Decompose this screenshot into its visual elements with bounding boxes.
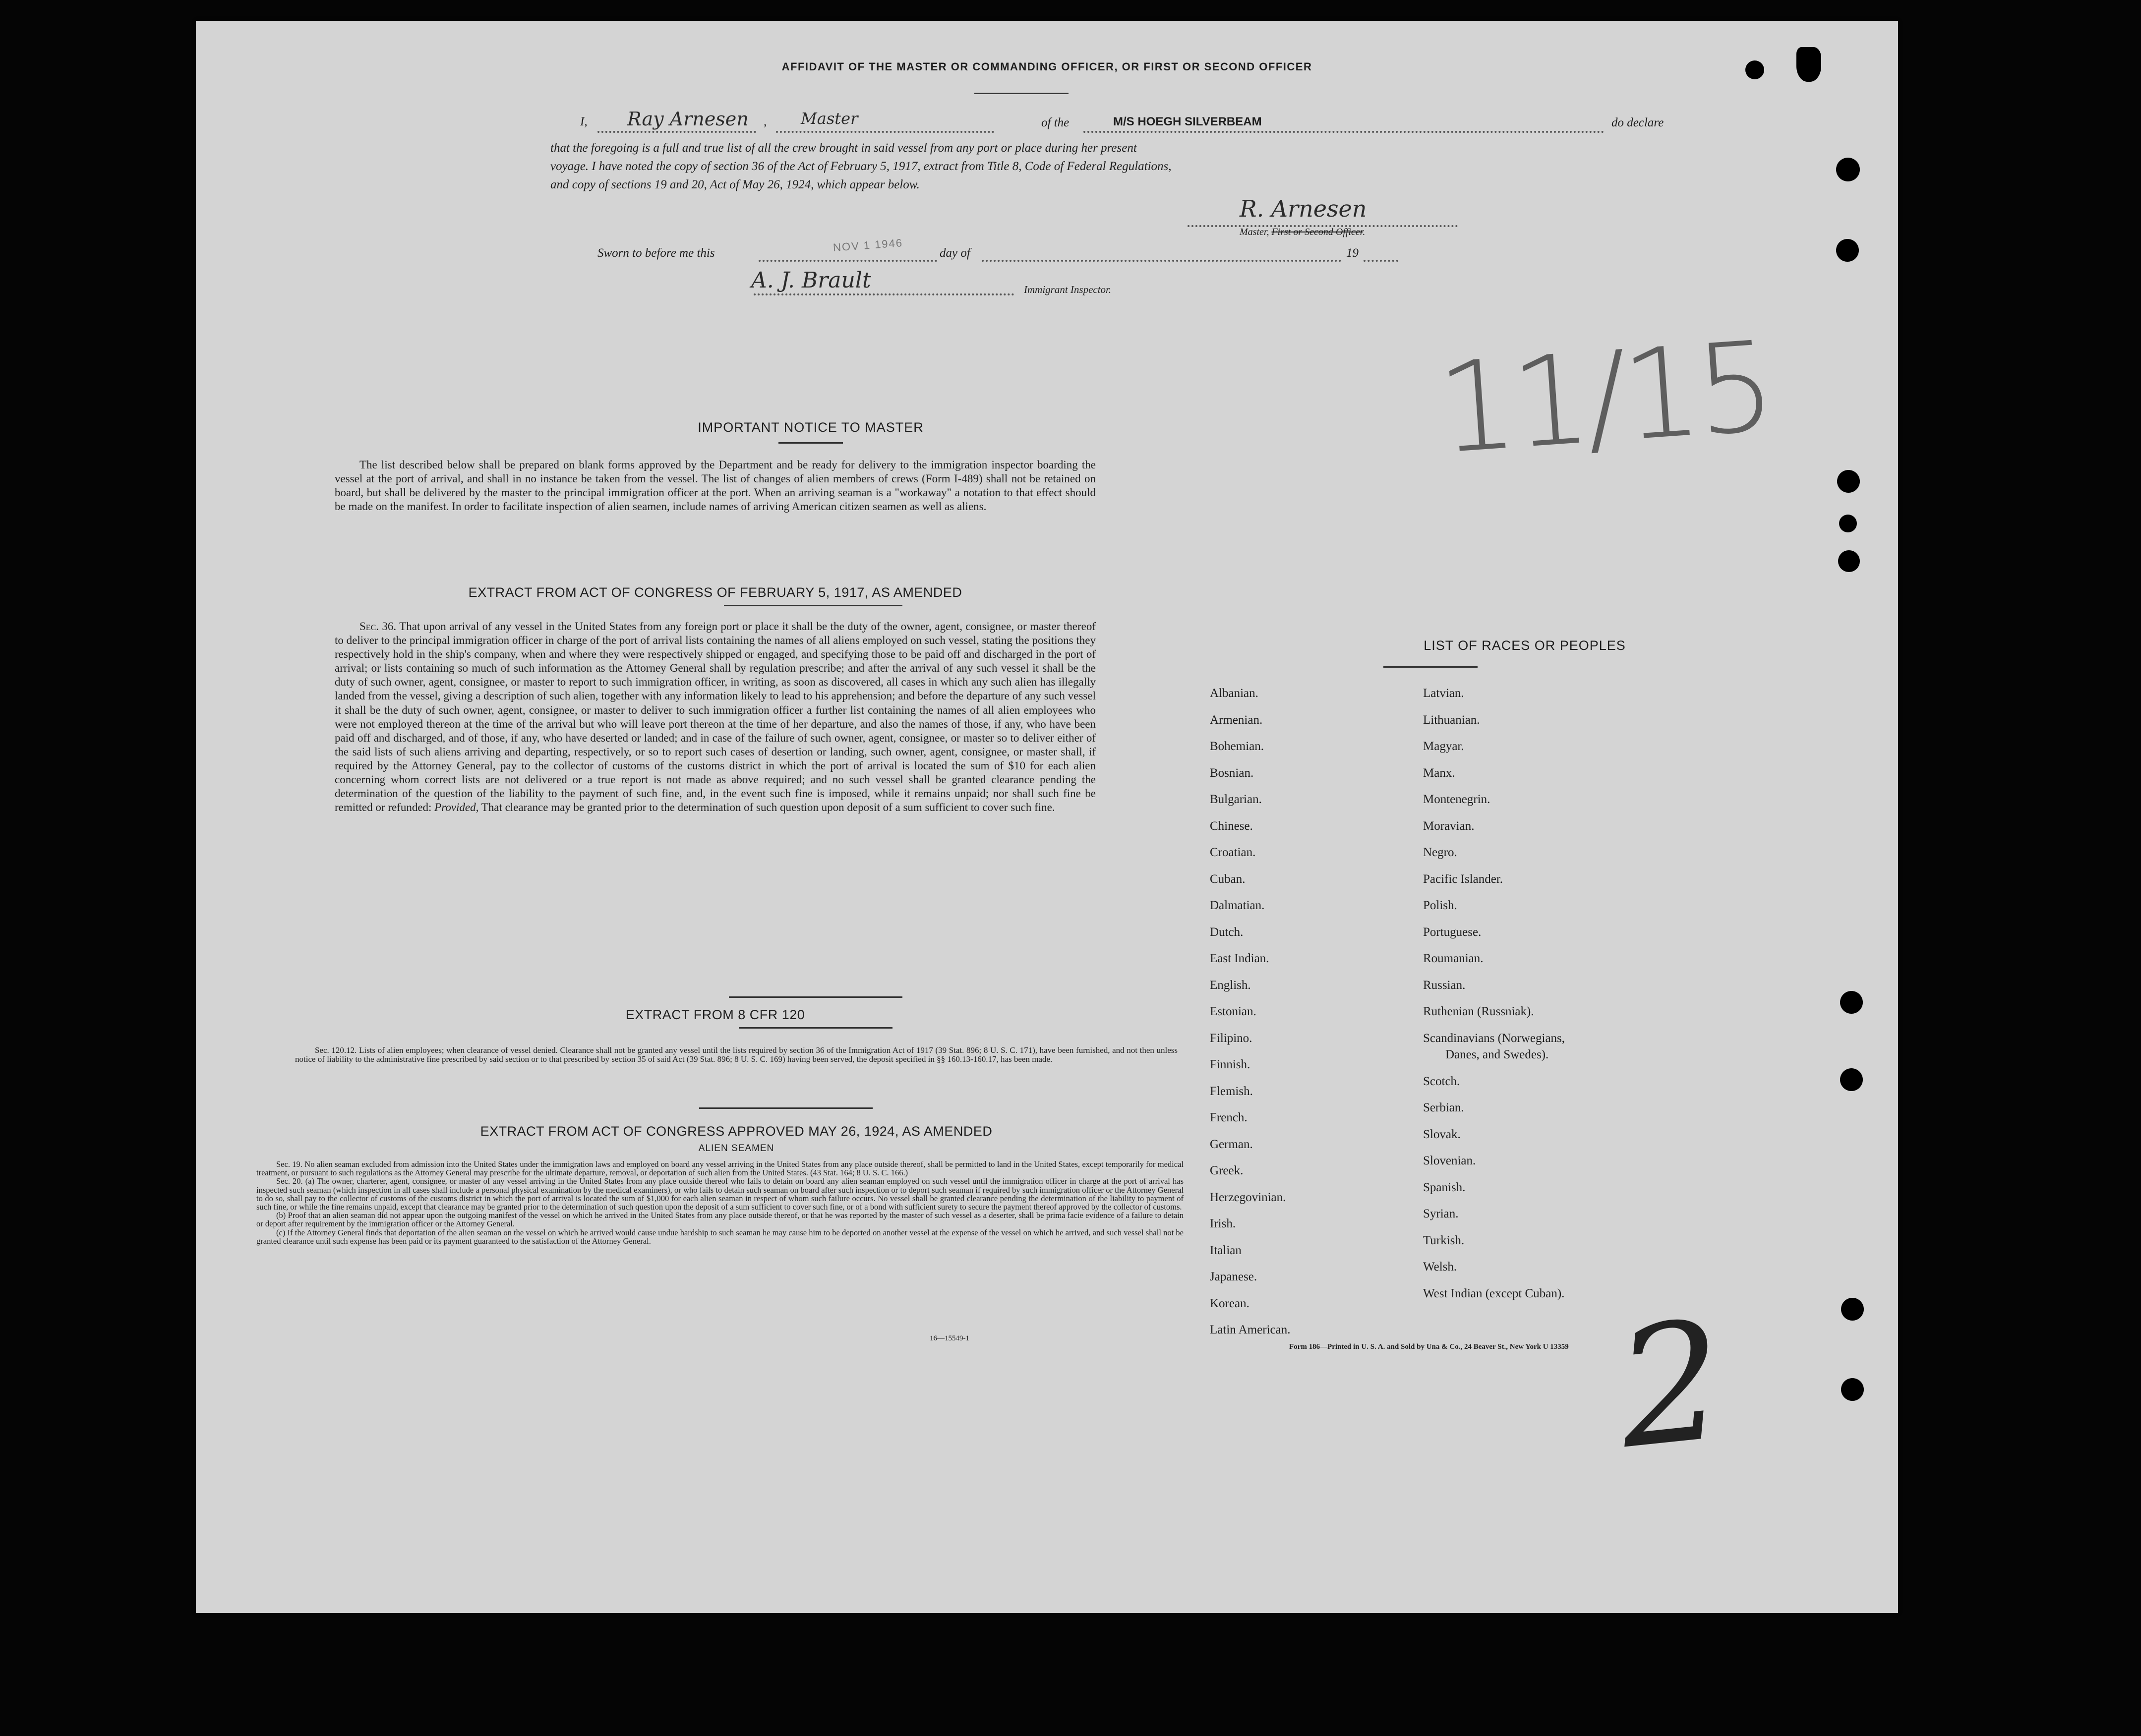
name-dotted-line (597, 131, 756, 133)
race-item: Negro. (1423, 846, 1457, 859)
affidavit-line-2: that the foregoing is a full and true list of all the crew brought in said vessel from any port or place during her present (550, 141, 1137, 155)
race-item: Korean. (1210, 1296, 1249, 1310)
punch-hole (1840, 991, 1863, 1014)
day-of-label: day of (940, 246, 970, 260)
pencil-annotation: 11/15 (1433, 314, 1775, 482)
vessel-dotted-line (1083, 131, 1604, 133)
race-item: Cuban. (1210, 872, 1246, 886)
punch-hole (1836, 158, 1860, 181)
punch-hole (1839, 515, 1857, 532)
year-prefix: 19 (1346, 246, 1359, 260)
affidavit-declaration-text (550, 139, 1688, 194)
master-signature: R. Arnesen (1240, 195, 1367, 222)
rank-handwritten: Master (801, 109, 858, 128)
notice-body: The list described below shall be prepared on blank forms approved by the Department and be ready for delivery to the immigration inspector boarding the vessel at the port of arrival, and shall in no instance be taken from the vessel. The list of changes of alien members of crews (Form I-489) shall not be retained on board, but shall be delivered by the master to the principal immigration officer at the port. When an arriving seaman is a "workaway" a notation to that effect should be made on the manifest. In order to facilitate inspection of alien seamen, include names of arriving American citizen seamen as well as aliens. (335, 459, 1096, 513)
race-item: Slovenian. (1423, 1154, 1476, 1167)
extract-1924-title: EXTRACT FROM ACT OF CONGRESS APPROVED MAY 26, 1924, AS AMENDED (480, 1124, 993, 1139)
sec-20c-text: (c) If the Attorney General finds that deportation of the alien seaman on the vessel on which he arrived would cause undue hardship to such seaman he may cause him to be deported on another vessel at the expense of the vessel on which he arrived, and such vessel shall not be granted clearance until such expense has been paid or its payment guaranteed to the satisfaction of the Attorney General. (256, 1227, 1184, 1246)
document-page (196, 21, 1898, 1613)
extract-1924-subtitle: ALIEN SEAMEN (698, 1143, 774, 1154)
race-item: Montenegrin. (1423, 793, 1490, 806)
sig-caption-end: . (1363, 227, 1366, 237)
race-item: Albanian. (1210, 687, 1258, 700)
cfr-rule-top (729, 996, 902, 998)
race-item: Bohemian. (1210, 740, 1264, 753)
race-item: Herzegovinian. (1210, 1190, 1286, 1204)
comma: , (764, 115, 767, 128)
sec-20a-text: Sec. 20. (a) The owner, charterer, agent, consignee, or master of any vessel arriving in the United States from any place outside thereof who fails to detain on board any alien seaman employed on such vessel until the immigration officer in charge at the port of arrival has inspected such seaman (which inspection in all cases shall include a personal physical examination by the medical examiners), or who fails to detain such seaman on board after such inspection or to deport such seaman if required by such immigration officer or the Attorney General to do so, shall pay to the collector of customs of the customs district in which the port of arrival is located the sum of $1,000 for each alien seaman in respect of whom such failure occurs. No vessel shall be granted clearance pending the determination of the liability to payment of such fine, or while the fine remains unpaid, except that clearance may be granted prior to the determination of such question upon the deposit of a sum sufficient to cover such fine, or of a bond with sufficient surety to secure the payment thereof approved by the collector of customs. (256, 1176, 1184, 1212)
race-item: French. (1210, 1111, 1248, 1124)
punch-hole (1836, 239, 1859, 262)
race-item: West Indian (except Cuban). (1423, 1286, 1565, 1300)
binder-clip-hole (1796, 47, 1821, 82)
race-item: Slovak. (1423, 1127, 1461, 1141)
sig-caption-master: Master, (1240, 227, 1269, 237)
inspector-label: Immigrant Inspector. (1024, 284, 1112, 295)
race-item: Portuguese. (1423, 925, 1482, 939)
sec-36-text: That upon arrival of any vessel in the United States from any foreign port or place it shall be the duty of the owner, agent, consignee, or master thereof to deliver to the principal immigration officer in charge of the port of arrival lists containing the names of all aliens employed on such vessel, stating the positions they respectively hold in the ship's company, when and where they were respectively shipped or engaged, and specifying those to be paid off and discharged in the port of arrival; or lists containing so much of such information as the Attorney General shall by regulation prescribe; and after the arrival of any such vessel it shall be the duty of such owner, agent, consignee, or master to report to such immigration officer, in writing, as soon as discovered, all cases in which any such alien has illegally landed from the vessel, giving a description of such alien, together with any information likely to lead to his apprehension; and before the departure of any such vessel it shall be the duty of such owner, agent, consignee, or master to deliver to such immigration officer a further list containing the names of all alien employees who were not employed thereon at the time of the arrival but who will leave port thereon at the time of her departure, and also the names of those, if any, who have been paid off and discharged, and of those, if any, who have deserted or landed; and in case of the failure of such owner, agent, consignee, or master so to deliver either of the said lists of such aliens arriving and departing, respectively, or so to report such cases of desertion or landing, such owner, agent, consignee, or master shall, if required by the Attorney General, pay to the collector of customs of the customs district in which the port of arrival is located the sum of $10 for each alien concerning whom correct lists are not delivered or a true report is not made as above required; and no such vessel shall be granted clearance pending the determination of the question of the liability to the payment of such fine, and, in the event such fine is imposed, while it remains unpaid; nor shall such fine be remitted or refunded: (335, 620, 1096, 814)
extract-1917-underline (724, 605, 902, 606)
race-item: Serbian. (1423, 1101, 1464, 1114)
rank-dotted-line (776, 131, 994, 133)
race-item: Danes, and Swedes). (1445, 1048, 1549, 1061)
inspector-signature-line (754, 293, 1014, 295)
race-item: Turkish. (1423, 1233, 1465, 1247)
race-item: Moravian. (1423, 819, 1475, 833)
extract-1924-body (256, 1160, 1184, 1245)
sec-20b-text: (b) Proof that an alien seaman did not appear upon the outgoing manifest of the vessel on which he arrived in the United States from any place outside thereof, or that he was reported by the master of such vessel as a deserter, shall be prima facie evidence of a failure to detain or deport after requirement by the immigration officer or the Attorney General. (256, 1211, 1184, 1229)
race-item: Irish. (1210, 1217, 1236, 1230)
sworn-date-line (759, 260, 937, 262)
punch-hole (1841, 1378, 1864, 1401)
race-item: Greek. (1210, 1164, 1244, 1177)
race-item: Russian. (1423, 978, 1466, 992)
race-item: Scandinavians (Norwegians, (1423, 1031, 1565, 1045)
page-number-handwritten: 2 (1609, 1285, 1733, 1485)
punch-hole (1840, 1068, 1863, 1091)
race-item: Scotch. (1423, 1074, 1460, 1088)
race-item: Syrian. (1423, 1207, 1459, 1220)
race-item: Dalmatian. (1210, 899, 1265, 912)
punch-hole (1838, 550, 1860, 572)
race-item: Estonian. (1210, 1005, 1256, 1018)
races-column-2 (1423, 680, 1565, 1307)
race-item: Bulgarian. (1210, 793, 1262, 806)
inspector-signature: A. J. Brault (751, 268, 871, 293)
race-item: Japanese. (1210, 1270, 1257, 1283)
master-name-handwritten: Ray Arnesen (627, 108, 749, 130)
extract-1917-body (335, 620, 1096, 814)
race-item: Latvian. (1423, 687, 1464, 700)
sig-caption-struck: First or Second Officer (1271, 227, 1363, 237)
races-title-underline (1383, 666, 1478, 668)
race-item: Flemish. (1210, 1084, 1253, 1098)
cfr-title-underline (739, 1027, 892, 1029)
race-item: Armenian. (1210, 713, 1263, 727)
sec-19-text: Sec. 19. No alien seaman excluded from admission into the United States under the immigration laws and employed on board any vessel arriving in the United States from any place outside thereof, shall be permitted to land in the United States, except temporarily for medical treatment, or pursuant to such regulations as the Attorney General may prescribe for the ultimate departure, removal, or deportation of such alien from the United States. (43 Stat. 164; 8 U. S. C. 166.) (256, 1159, 1184, 1178)
race-item: Italian (1210, 1243, 1242, 1257)
race-item: East Indian. (1210, 952, 1269, 965)
race-item: Filipino. (1210, 1031, 1252, 1045)
provided-word: Provided, (434, 801, 479, 814)
affidavit-title: AFFIDAVIT OF THE MASTER OR COMMANDING OFFICER, OR FIRST OR SECOND OFFICER (781, 60, 1312, 73)
punch-hole (1837, 470, 1860, 493)
race-item: Welsh. (1423, 1260, 1457, 1273)
date-stamp: NOV 1 1946 (833, 236, 903, 254)
race-item: Polish. (1423, 899, 1457, 912)
race-item: Spanish. (1423, 1180, 1466, 1194)
extract-1917-title: EXTRACT FROM ACT OF CONGRESS OF FEBRUARY 5, 1917, AS AMENDED (468, 585, 962, 600)
races-title: LIST OF RACES OR PEOPLES (1424, 638, 1626, 653)
race-item: Croatian. (1210, 846, 1256, 859)
extract-cfr-body: Sec. 120.12. Lists of alien employees; when clearance of vessel denied. Clearance shall not be granted any vessel until the lists required by section 36 of the Immigration Act of 1917 (39 Stat. 896; 8 U. S. C. 171), have been furnished, and not then unless notice of liability to the administrative fine prescribed by said section or to that prescribed by section 35 of said Act (39 Stat. 896; 8 U. S. C. 169) having been served, the deposit specified in §§ 160.13-160.17, has been made. (295, 1045, 1178, 1064)
race-item: Pacific Islander. (1423, 872, 1503, 886)
sec-36-label: Sec. 36. (359, 620, 397, 633)
affidavit-i-label: I, (580, 115, 588, 128)
race-item: German. (1210, 1137, 1253, 1151)
races-column-1 (1210, 680, 1290, 1343)
race-item: English. (1210, 978, 1251, 992)
race-item: Manx. (1423, 766, 1455, 780)
race-item: Finnish. (1210, 1058, 1250, 1071)
race-item: Dutch. (1210, 925, 1244, 939)
1924-rule-top (699, 1107, 873, 1109)
sec-36-end: That clearance may be granted prior to the determination of such question upon deposit of a sum sufficient to cover such fine. (481, 801, 1055, 814)
punch-hole (1841, 1298, 1864, 1321)
printer-imprint: Form 186—Printed in U. S. A. and Sold by Una & Co., 24 Beaver St., New York U 13359 (1289, 1343, 1569, 1351)
punch-hole (1745, 60, 1764, 79)
extract-cfr-title: EXTRACT FROM 8 CFR 120 (625, 1007, 805, 1022)
sworn-label: Sworn to before me this (597, 246, 715, 260)
affidavit-line-3: voyage. I have noted the copy of section 36 of the Act of February 5, 1917, extract from Title 8, Code of Federal Regulations, (550, 160, 1172, 173)
of-the-label: of the (1041, 116, 1070, 129)
year-line (1364, 260, 1398, 262)
race-item: Bosnian. (1210, 766, 1254, 780)
notice-title-underline (778, 442, 843, 444)
affidavit-line-4: and copy of sections 19 and 20, Act of May 26, 1924, which appear below. (550, 178, 920, 191)
notice-title: IMPORTANT NOTICE TO MASTER (698, 420, 924, 435)
do-declare-label: do declare (1611, 116, 1664, 129)
race-item: Chinese. (1210, 819, 1253, 833)
title-underline (974, 93, 1069, 94)
vessel-name: M/S HOEGH SILVERBEAM (1113, 115, 1262, 128)
signature-caption (1240, 227, 1365, 238)
month-line (982, 260, 1341, 262)
race-item: Latin American. (1210, 1323, 1291, 1336)
race-item: Lithuanian. (1423, 713, 1480, 727)
race-item: Magyar. (1423, 740, 1464, 753)
race-item: Roumanian. (1423, 952, 1484, 965)
race-item: Ruthenian (Russniak). (1423, 1005, 1534, 1018)
form-code-left: 16—15549-1 (930, 1334, 969, 1342)
